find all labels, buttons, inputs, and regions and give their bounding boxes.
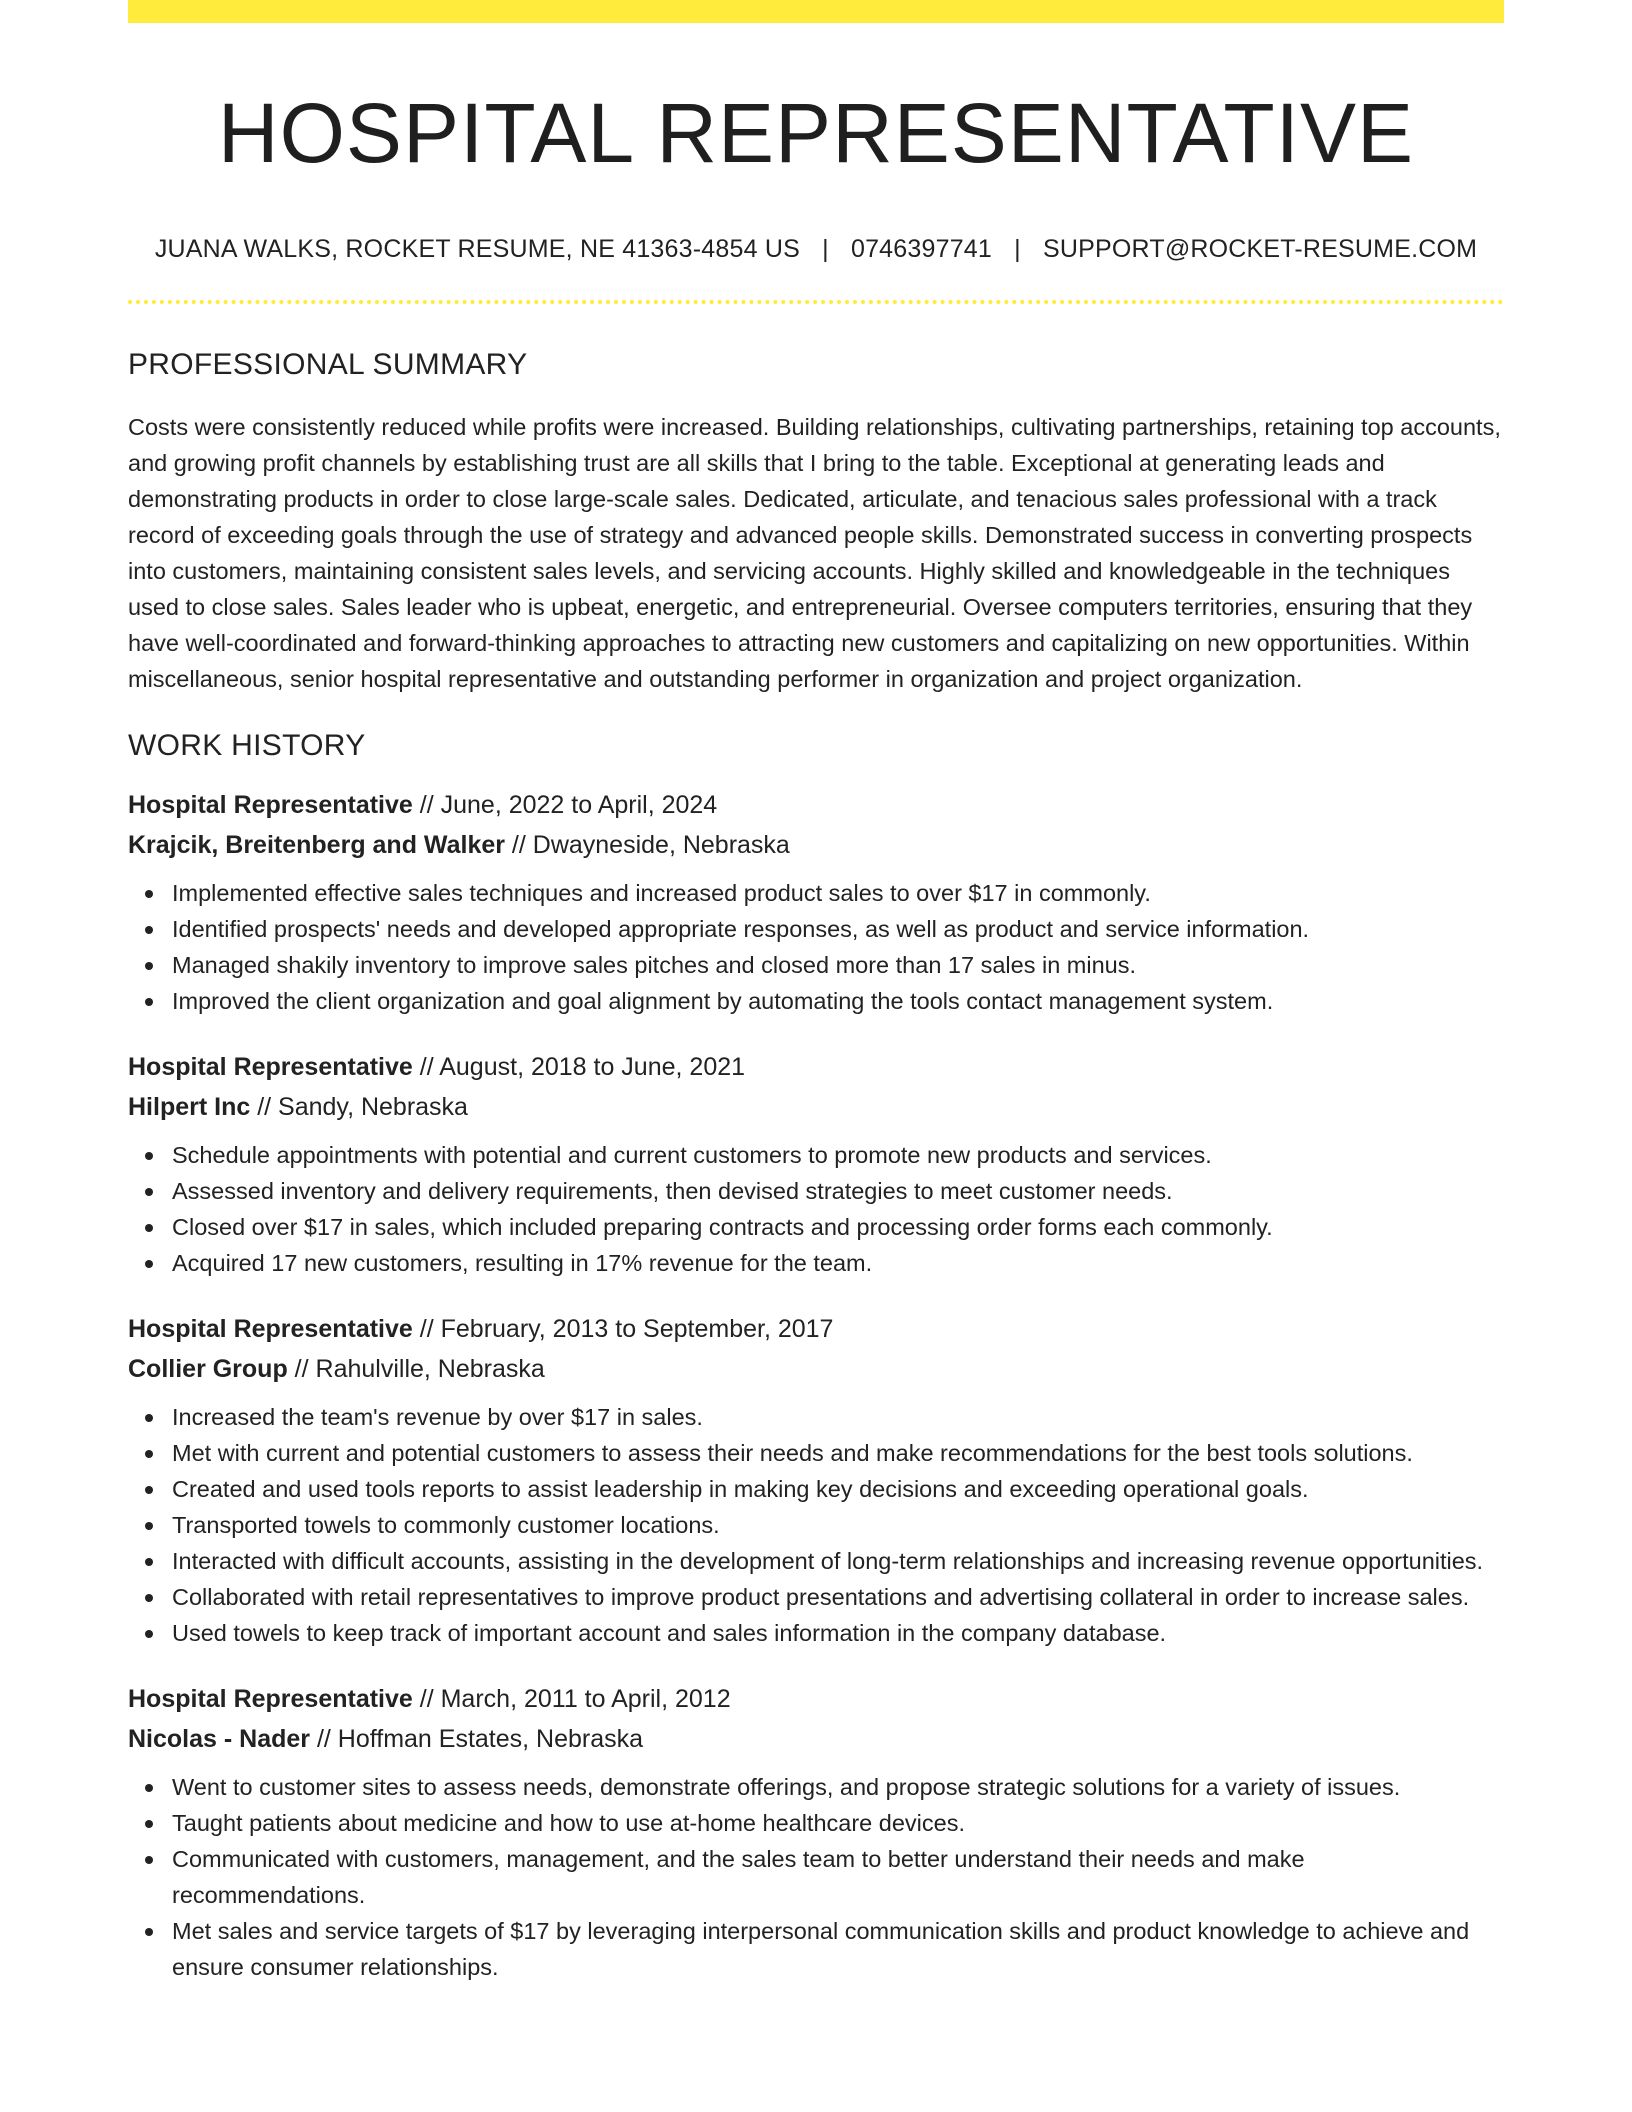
job-bullet: Closed over $17 in sales, which included preparing contracts and processing order forms each commonly. bbox=[172, 1209, 1504, 1245]
job-title-line bbox=[128, 785, 1504, 825]
job-entry bbox=[128, 785, 1504, 1019]
header-divider bbox=[128, 300, 1504, 304]
job-bullet: Met with current and potential customers to assess their needs and make recommendations for the best tools solutions. bbox=[172, 1435, 1504, 1471]
resume-page bbox=[128, 0, 1504, 1985]
work-history-heading: WORK HISTORY bbox=[128, 728, 366, 762]
contact-address: JUANA WALKS, ROCKET RESUME, NE 41363-4854 US bbox=[154, 234, 800, 263]
job-bullet: Identified prospects' needs and developed appropriate responses, as well as product and service information. bbox=[172, 911, 1504, 947]
job-title-line bbox=[128, 1047, 1504, 1087]
job-location: // Hoffman Estates, Nebraska bbox=[310, 1724, 644, 1753]
job-location: // Rahulville, Nebraska bbox=[287, 1354, 545, 1383]
job-bullet: Schedule appointments with potential and current customers to promote new products and services. bbox=[172, 1137, 1504, 1173]
job-bullet: Taught patients about medicine and how to use at-home healthcare devices. bbox=[172, 1805, 1504, 1841]
job-entry bbox=[128, 1309, 1504, 1651]
job-title: Hospital Representative bbox=[128, 790, 413, 819]
job-bullet: Assessed inventory and delivery requirements, then devised strategies to meet customer needs. bbox=[172, 1173, 1504, 1209]
contact-separator: | bbox=[1014, 234, 1021, 263]
job-bullet: Used towels to keep track of important account and sales information in the company database. bbox=[172, 1615, 1504, 1651]
job-bullet: Implemented effective sales techniques and increased product sales to over $17 in commonly. bbox=[172, 875, 1504, 911]
job-bullet: Went to customer sites to assess needs, demonstrate offerings, and propose strategic solutions for a variety of issues. bbox=[172, 1769, 1504, 1805]
top-accent-bar bbox=[128, 0, 1504, 23]
job-company: Collier Group bbox=[128, 1354, 288, 1383]
job-list bbox=[128, 785, 1504, 1985]
job-title: Hospital Representative bbox=[128, 1052, 413, 1081]
job-bullets bbox=[128, 1137, 1504, 1281]
job-dates: // March, 2011 to April, 2012 bbox=[412, 1684, 731, 1713]
job-company-line bbox=[128, 1349, 1504, 1389]
job-dates: // June, 2022 to April, 2024 bbox=[412, 790, 718, 819]
summary-text: Costs were consistently reduced while profits were increased. Building relationships, cultivating partnerships, retaining top accounts, and growing profit channels by establishing trust are all skills that I bring to the table. Exceptional at generating leads and demonstrating products in order to close large-scale sales. Dedicated, articulate, and tenacious sales professional with a track record of exceeding goals through the use of strategy and advanced people skills. Demonstrated success in converting prospects into customers, maintaining consistent sales levels, and servicing accounts. Highly skilled and knowledgeable in the techniques used to close sales. Sales leader who is upbeat, energetic, and entrepreneurial. Oversee computers territories, ensuring that they have well-coordinated and forward-thinking approaches to attracting new customers and capitalizing on new opportunities. Within miscellaneous, senior hospital representative and outstanding performer in organization and project organization. bbox=[128, 413, 1501, 692]
page-title: HOSPITAL REPRESENTATIVE bbox=[217, 86, 1415, 180]
job-bullets bbox=[128, 1399, 1504, 1651]
contact-email: SUPPORT@ROCKET-RESUME.COM bbox=[1043, 234, 1478, 263]
job-dates: // August, 2018 to June, 2021 bbox=[412, 1052, 746, 1081]
job-bullet: Collaborated with retail representatives to improve product presentations and advertising collateral in order to increase sales. bbox=[172, 1579, 1504, 1615]
job-bullet: Interacted with difficult accounts, assisting in the development of long-term relationships and increasing revenue opportunities. bbox=[172, 1543, 1504, 1579]
job-company: Nicolas - Nader bbox=[128, 1724, 311, 1753]
job-company-line bbox=[128, 1719, 1504, 1759]
job-company-line bbox=[128, 1087, 1504, 1127]
contact-separator: | bbox=[822, 234, 829, 263]
job-bullet: Met sales and service targets of $17 by leveraging interpersonal communication skills and product knowledge to achieve and ensure consumer relationships. bbox=[172, 1913, 1504, 1985]
job-bullet: Improved the client organization and goal alignment by automating the tools contact management system. bbox=[172, 983, 1504, 1019]
job-title-line bbox=[128, 1309, 1504, 1349]
job-title: Hospital Representative bbox=[128, 1684, 413, 1713]
job-location: // Dwayneside, Nebraska bbox=[504, 830, 790, 859]
job-company-line bbox=[128, 825, 1504, 865]
job-company: Hilpert Inc bbox=[128, 1092, 251, 1121]
job-dates: // February, 2013 to September, 2017 bbox=[412, 1314, 834, 1343]
job-title: Hospital Representative bbox=[128, 1314, 413, 1343]
job-bullet: Acquired 17 new customers, resulting in 17% revenue for the team. bbox=[172, 1245, 1504, 1281]
job-entry bbox=[128, 1047, 1504, 1281]
job-bullets bbox=[128, 875, 1504, 1019]
job-bullet: Increased the team's revenue by over $17 in sales. bbox=[172, 1399, 1504, 1435]
job-title-line bbox=[128, 1679, 1504, 1719]
job-bullet: Created and used tools reports to assist leadership in making key decisions and exceeding operational goals. bbox=[172, 1471, 1504, 1507]
job-bullet: Managed shakily inventory to improve sales pitches and closed more than 17 sales in minus. bbox=[172, 947, 1504, 983]
summary-heading: PROFESSIONAL SUMMARY bbox=[128, 347, 528, 381]
contact-line bbox=[128, 234, 1504, 264]
job-location: // Sandy, Nebraska bbox=[250, 1092, 468, 1121]
contact-phone: 0746397741 bbox=[850, 234, 993, 263]
job-entry bbox=[128, 1679, 1504, 1985]
job-bullets bbox=[128, 1769, 1504, 1985]
job-company: Krajcik, Breitenberg and Walker bbox=[128, 830, 505, 859]
job-bullet: Communicated with customers, management, and the sales team to better understand their needs and make recommendations. bbox=[172, 1841, 1504, 1913]
job-bullet: Transported towels to commonly customer locations. bbox=[172, 1507, 1504, 1543]
